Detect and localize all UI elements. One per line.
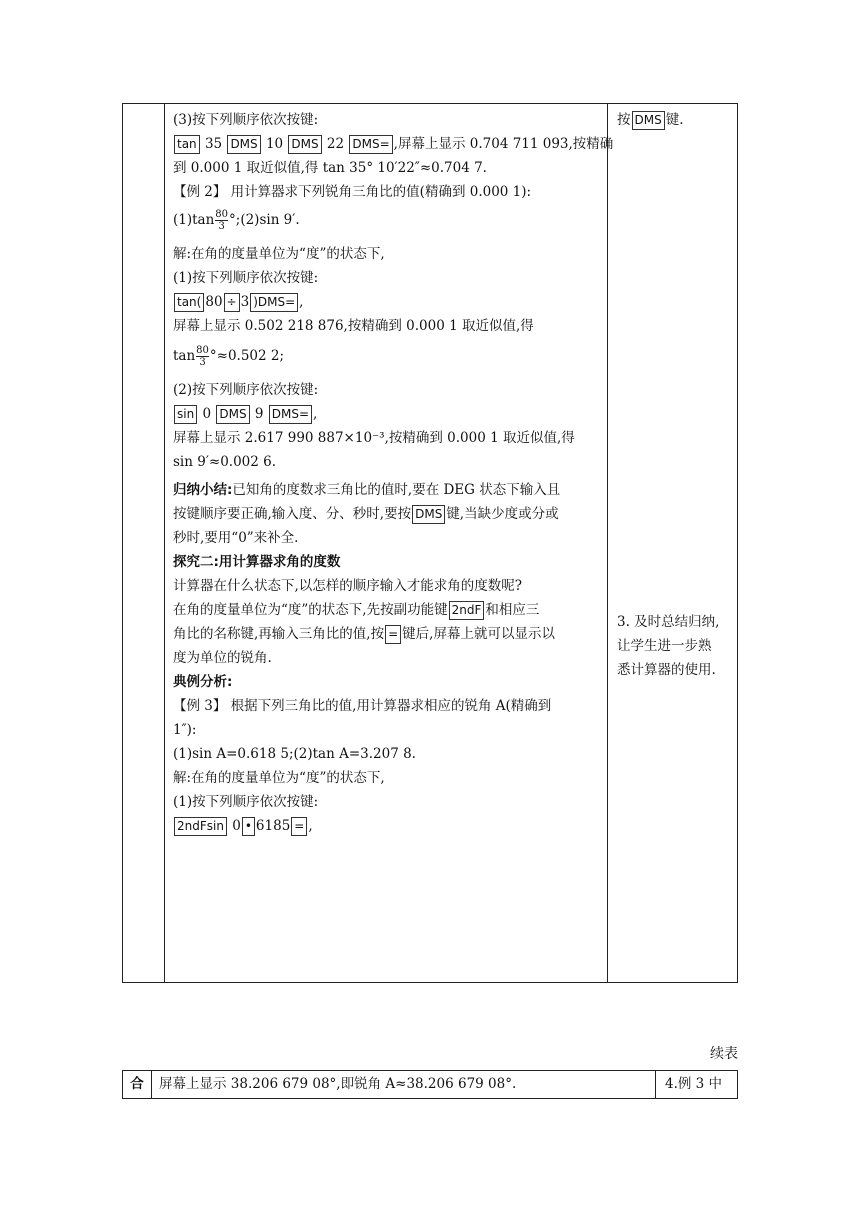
table-divider — [151, 1071, 152, 1098]
key-dms-equals: DMS= — [269, 405, 312, 424]
section-heading: 典例分析: — [173, 674, 233, 690]
key-dms: DMS — [227, 135, 260, 154]
text: 6185 — [255, 818, 291, 834]
key-sin: sin — [174, 405, 197, 424]
key-sequence-line — [173, 132, 614, 156]
key-dms-equals: DMS= — [349, 135, 392, 154]
text: 0 — [227, 818, 241, 834]
key-equals: = — [291, 817, 307, 836]
math-line — [173, 344, 611, 368]
text-line: sin 9′≈0.002 6. — [173, 454, 277, 470]
summary-line — [173, 478, 611, 502]
section-heading: 探究二:用计算器求角的度数 — [173, 554, 341, 570]
row-note: 4.例 3 中 — [665, 1076, 723, 1092]
text: ,屏幕上显示 0.704 711 093,按精确 — [393, 136, 614, 152]
text: 键后,屏幕上就可以显示以 — [402, 626, 555, 642]
key-tan: tan — [174, 135, 200, 154]
row-content: 屏幕上显示 38.206 679 08°,即锐角 A≈38.206 679 08°. — [159, 1076, 517, 1092]
text-line: (1)按下列顺序依次按键: — [173, 270, 319, 286]
key-dms: DMS — [412, 505, 445, 524]
text: 22 — [322, 136, 349, 152]
example-heading: 【例 2】 用计算器求下列锐角三角比的值(精确到 0.000 1): — [173, 184, 532, 200]
text: (1)tan — [173, 212, 215, 228]
note-line: 让学生进一步熟 — [617, 638, 712, 654]
text-line: 解:在角的度量单位为“度”的状态下, — [173, 246, 385, 262]
text: 键. — [665, 112, 684, 128]
text: °≈0.502 2; — [209, 348, 285, 364]
fraction — [196, 345, 209, 368]
key-dms: DMS — [288, 135, 321, 154]
summary-label: 归纳小结: — [173, 482, 233, 498]
key-divide: ÷ — [224, 293, 240, 312]
key-paren-dms-equals: )DMS= — [250, 293, 298, 312]
lesson-table — [122, 103, 738, 983]
text: 按键顺序要正确,输入度、分、秒时,要按 — [173, 506, 412, 522]
text-line — [173, 598, 611, 622]
text: 80 — [205, 294, 223, 310]
text: 0 — [198, 406, 216, 422]
text: 键,当缺少度或分或 — [446, 506, 559, 522]
text: tan — [173, 348, 196, 364]
denominator: 3 — [218, 221, 225, 232]
key-sequence-line — [173, 290, 611, 314]
side-notes-cell — [617, 108, 733, 682]
continued-label: 续表 — [710, 1046, 738, 1062]
numerator: 80 — [215, 209, 229, 220]
key-decimal-point: • — [242, 817, 255, 836]
text-line: (3)按下列顺序依次按键: — [173, 112, 319, 128]
note-line: 3. 及时总结归纳, — [617, 614, 720, 630]
text: 35 — [200, 136, 227, 152]
key-2ndf-sin: 2ndFsin — [174, 817, 227, 836]
text: , — [313, 406, 318, 422]
key-sequence-line — [173, 402, 611, 426]
text-line: 秒时,要用“0”来补全. — [173, 530, 299, 546]
text-line: 屏幕上显示 0.502 218 876,按精确到 0.000 1 取近似值,得 — [173, 318, 534, 334]
text-line: 度为单位的锐角. — [173, 650, 272, 666]
text: 已知角的度数求三角比的值时,要在 DEG 状态下输入且 — [232, 482, 561, 498]
text: 按 — [617, 112, 631, 128]
text: 和相应三 — [485, 602, 540, 618]
numerator: 80 — [196, 345, 209, 356]
text-line: 解:在角的度量单位为“度”的状态下, — [173, 770, 385, 786]
text: 在角的度量单位为“度”的状态下,先按副功能键 — [173, 602, 448, 618]
denominator: 3 — [199, 357, 206, 368]
fraction — [215, 209, 228, 232]
continued-table — [122, 1070, 738, 1099]
row-header: 合 — [130, 1076, 144, 1092]
text-line — [173, 622, 611, 646]
key-sequence-line — [173, 814, 611, 838]
key-2ndf: 2ndF — [449, 601, 485, 620]
table-divider — [164, 104, 165, 982]
text: 3 — [240, 294, 250, 310]
math-line — [173, 208, 611, 232]
note-line — [617, 108, 733, 132]
text-line: 屏幕上显示 2.617 990 887×10⁻³,按精确到 0.000 1 取近似值,得 — [173, 430, 575, 446]
table-divider — [655, 1071, 656, 1098]
example-heading: 【例 3】 根据下列三角比的值,用计算器求相应的锐角 A(精确到 — [173, 698, 552, 714]
text-line: 计算器在什么状态下,以怎样的顺序输入才能求角的度数呢? — [173, 578, 523, 594]
text-line: 到 0.000 1 取近似值,得 tan 35° 10′22″≈0.704 7. — [173, 160, 487, 176]
text-line: (2)按下列顺序依次按键: — [173, 382, 319, 398]
main-content-cell — [173, 108, 614, 838]
key-equals: = — [385, 625, 401, 644]
text-line: (1)按下列顺序依次按键: — [173, 794, 319, 810]
key-tan-paren: tan( — [174, 293, 204, 312]
text: 10 — [261, 136, 288, 152]
text: , — [299, 294, 304, 310]
text: 角比的名称键,再输入三角比的值,按 — [173, 626, 385, 642]
text-line — [173, 502, 611, 526]
note-line: 悉计算器的使用. — [617, 662, 716, 678]
key-dms: DMS — [632, 111, 665, 130]
text: °;(2)sin 9′. — [229, 212, 300, 228]
text-line: 1″): — [173, 722, 197, 738]
text-line: (1)sin A=0.618 5;(2)tan A=3.207 8. — [173, 746, 416, 762]
text: , — [308, 818, 313, 834]
key-dms: DMS — [216, 405, 249, 424]
text: 9 — [250, 406, 268, 422]
